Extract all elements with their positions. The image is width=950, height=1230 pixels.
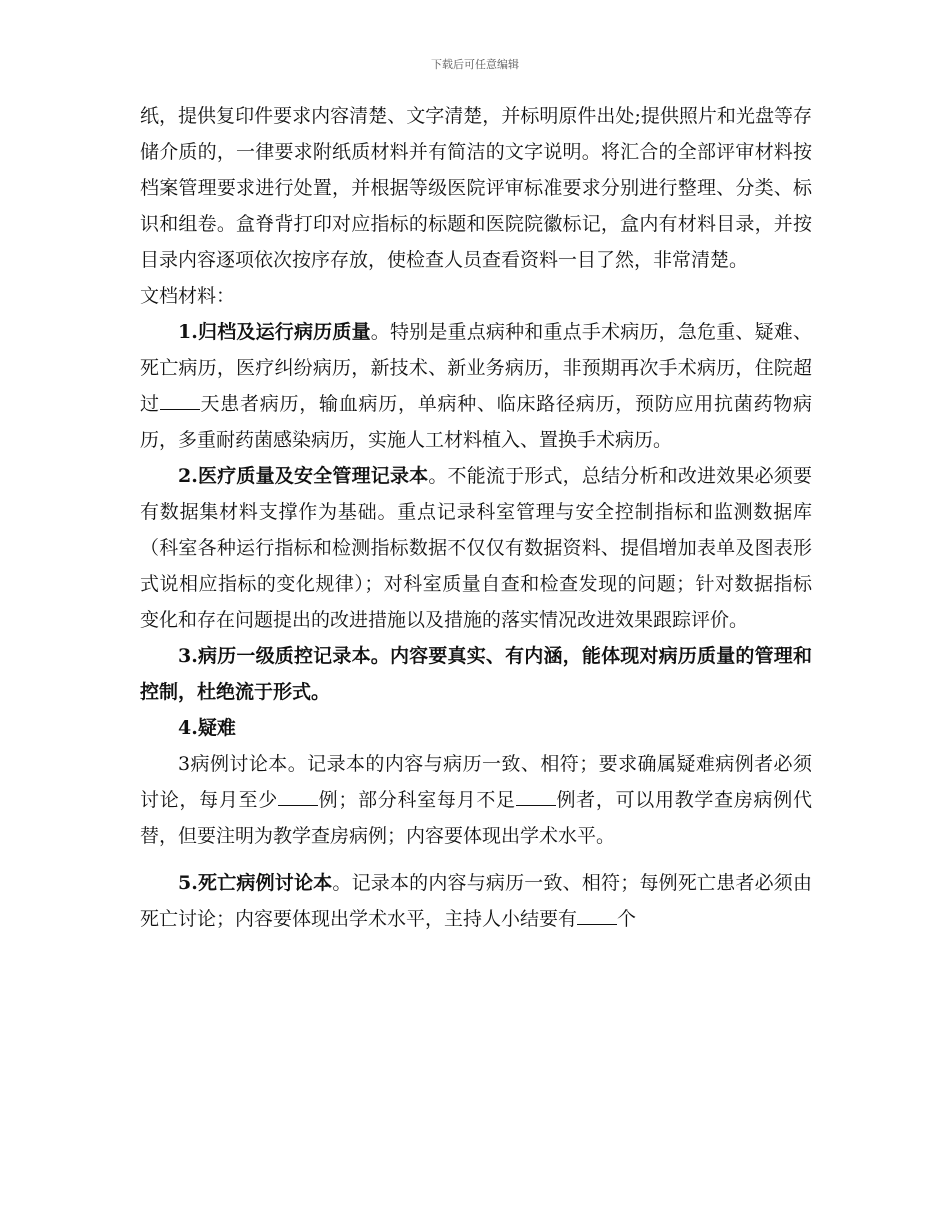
item-4 (140, 746, 812, 854)
item-5-text-b: 个 (617, 908, 637, 930)
item-1-text-b: 天患者病历，输血病历，单病种、临床路径病历，预防应用抗菌药物病历，多重耐药菌感染病历，实施人工材料植入、置换手术病历。 (140, 393, 812, 451)
item-5-text-a: 。记录本的内容与病历一致、相符；每例死亡患者必须由死亡讨论；内容要体现出学术水平，主持人小结要有 (140, 872, 812, 930)
item-4-text-c: 例者，可以用教学查房病例代替，但要注明为教学查房病例；内容要体现出学术水平。 (140, 789, 812, 847)
fill-blank (577, 906, 617, 925)
item-3: 3.病历一级质控记录本。内容要真实、有内涵，能体现对病历质量的管理和控制，杜绝流于形式。 (140, 645, 812, 703)
section-label: 文档材料： (140, 285, 236, 307)
page-header: 下载后可任意编辑 (431, 58, 519, 71)
item-2 (140, 458, 812, 638)
item-1-title: 1.归档及运行病历质量 (178, 321, 371, 343)
fill-blank (278, 787, 318, 806)
item-2-title: 2.医疗质量及安全管理记录本 (178, 465, 429, 487)
fill-blank (160, 391, 200, 410)
item-1-text-a: 。特别是重点病种和重点手术病历，急危重、疑难、死亡病历，医疗纠纷病历，新技术、新业务病历，非预期再次手术病历，住院超过 (140, 321, 812, 415)
item-2-text: 。不能流于形式，总结分析和改进效果必须要有数据集材料支撑作为基础。重点记录科室管理与安全控制指标和监测数据库（科室各种运行指标和检测指标数据不仅仅有数据资料、提倡增加表单及图表形式说相应指标的变化规律）；对科室质量自查和检查发现的问题；针对数据指标变化和存在问题提出的改进措施以及措施的落实情况改进效果跟踪评价。 (140, 465, 812, 631)
item-4-text-b: 例；部分科室每月不足 (317, 789, 516, 811)
paragraph-intro: 纸，提供复印件要求内容清楚、文字清楚，并标明原件出处;提供照片和光盘等存储介质的，一律要求附纸质材料并有简洁的文字说明。将汇合的全部评审材料按档案管理要求进行处置，并根据等级医院评审标准要求分别进行整理、分类、标识和组卷。盒脊背打印对应指标的标题和医院院徽标记，盒内有材料目录，并按目录内容逐项依次按序存放，使检查人员查看资料一目了然，非常清楚。 (140, 105, 812, 271)
item-4-text-a: 3病例讨论本。记录本的内容与病历一致、相符；要求确属疑难病例者必须讨论，每月至少 (140, 753, 812, 811)
item-4-title: 4.疑难 (178, 717, 236, 739)
document-body (140, 98, 812, 937)
item-5 (140, 865, 812, 937)
item-1 (140, 314, 812, 458)
fill-blank (516, 787, 556, 806)
item-5-title: 5.死亡病例讨论本 (178, 872, 333, 894)
